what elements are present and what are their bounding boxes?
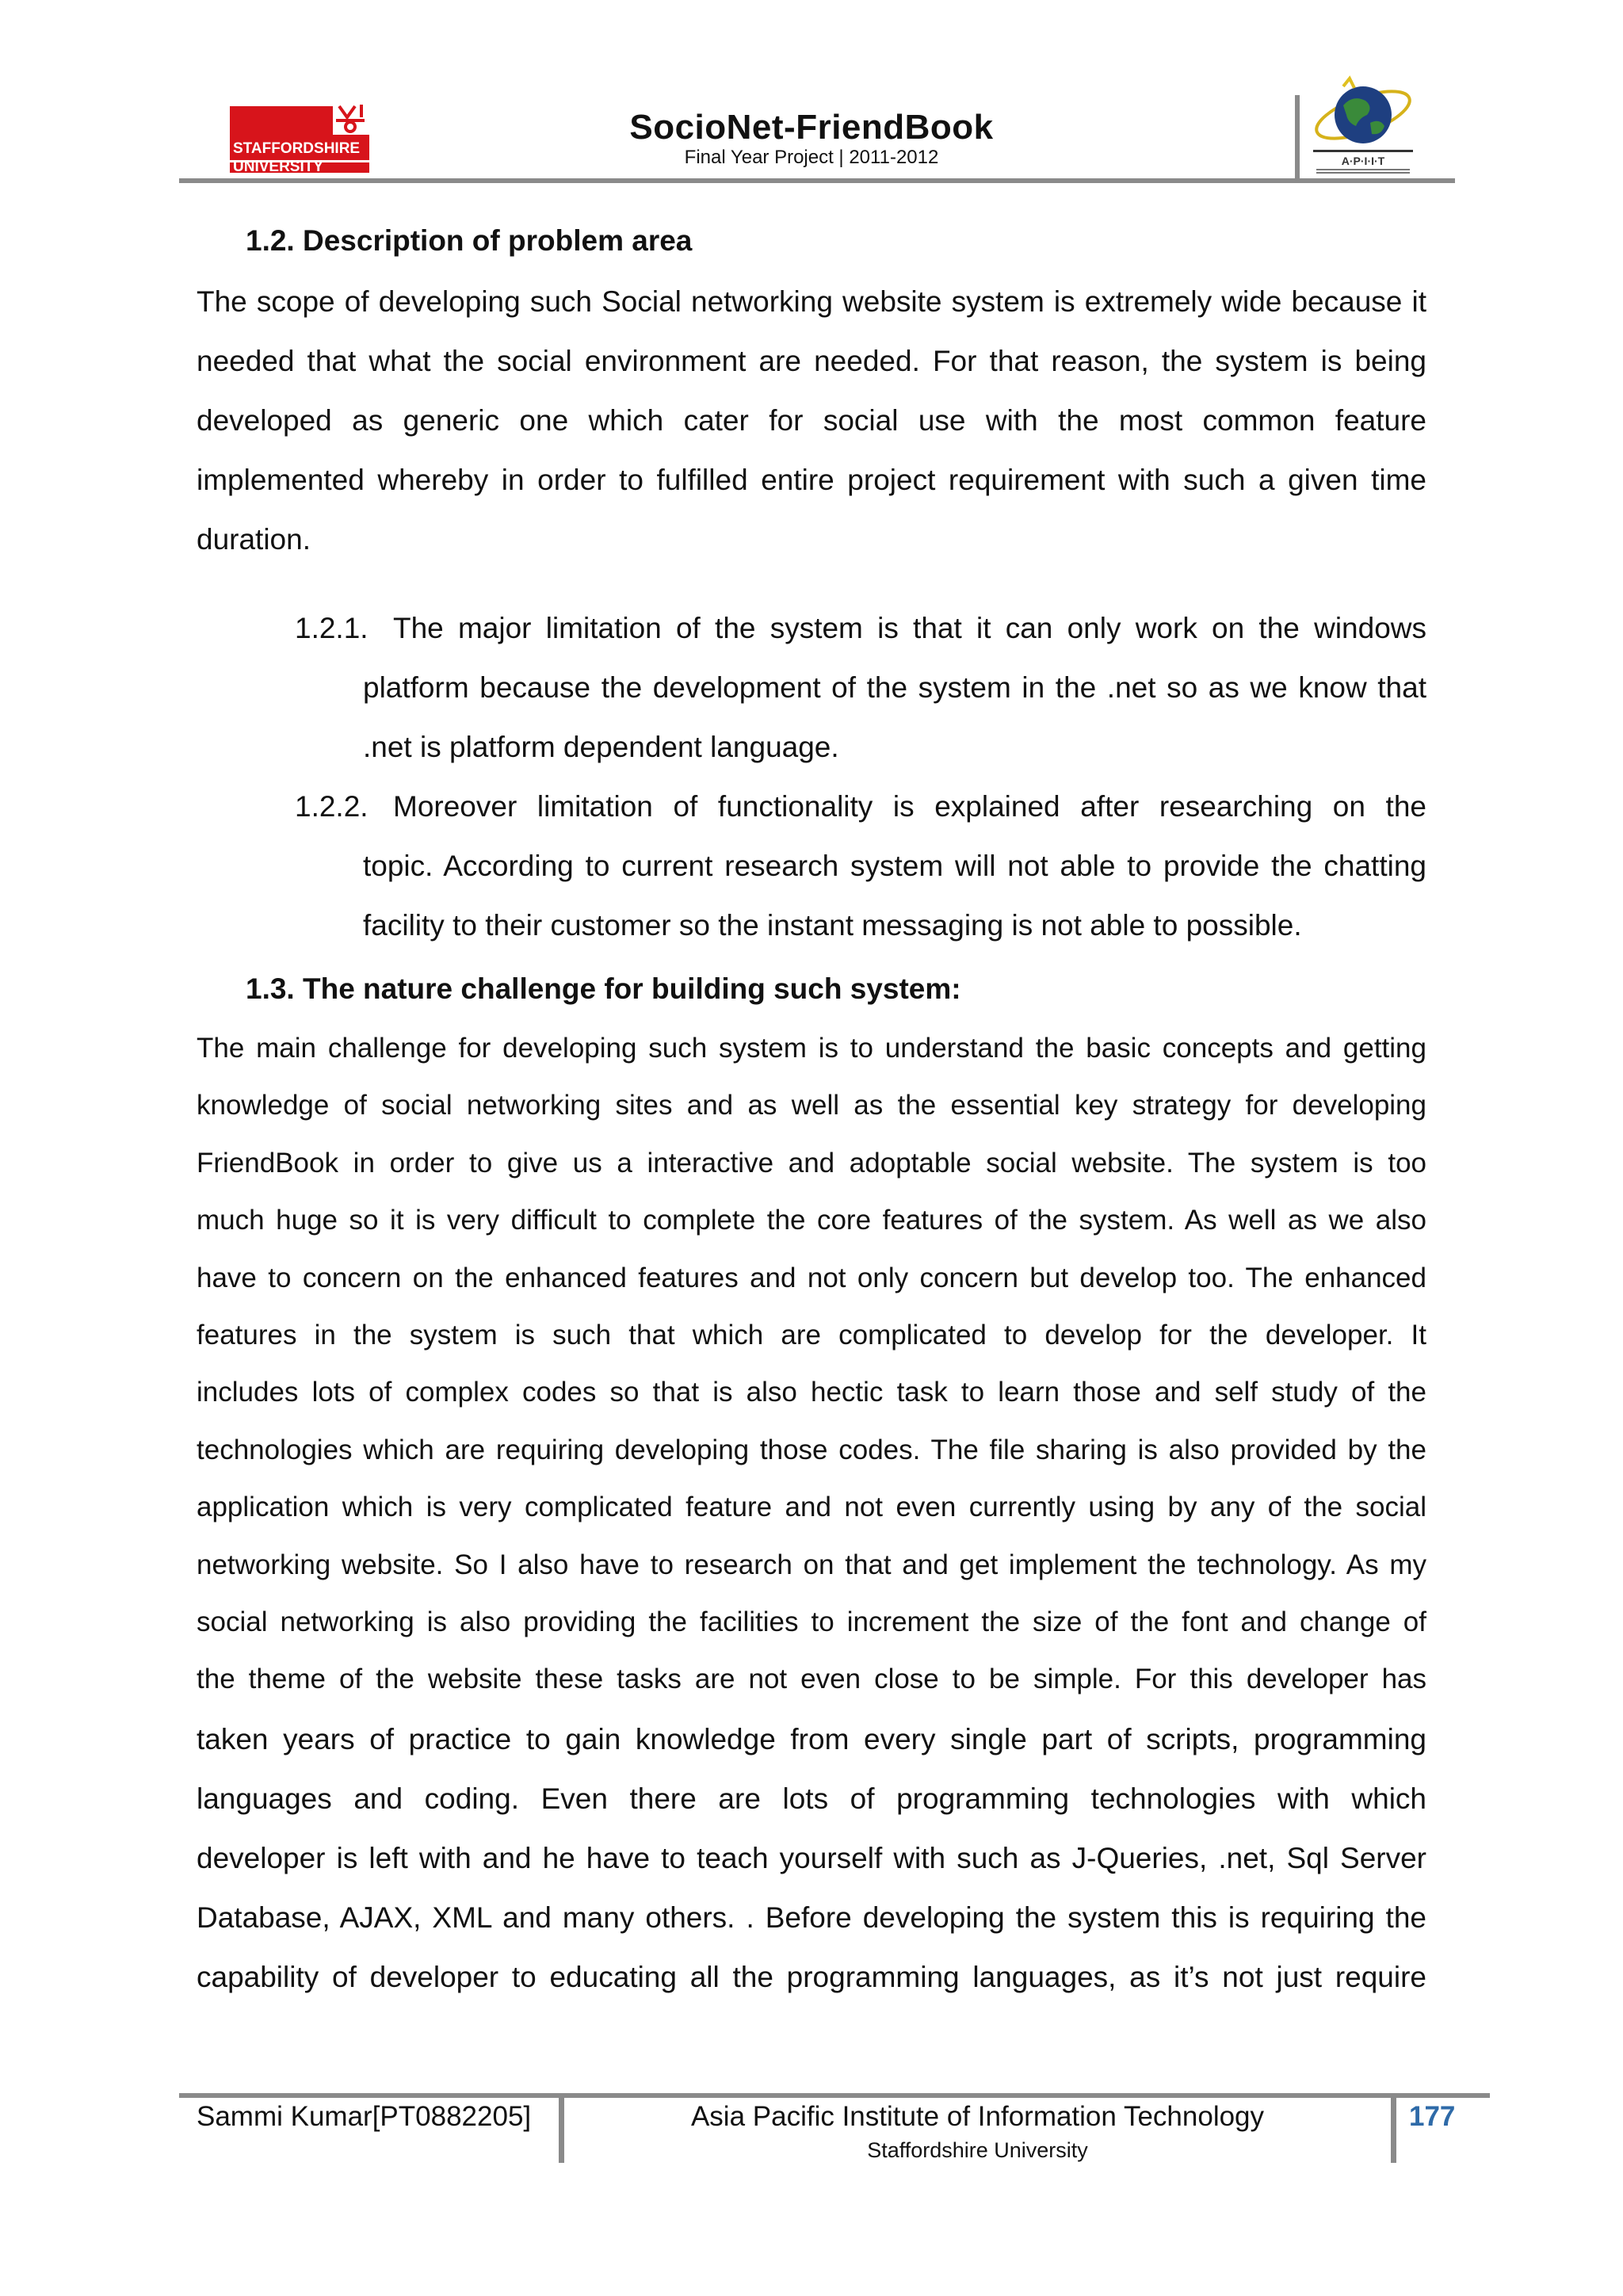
paragraph-line: knowledge of social networking sites and as well as the essential key strategy for developing bbox=[197, 1090, 1426, 1121]
paragraph-line: The main challenge for developing such system is to understand the basic concepts and getting bbox=[197, 1033, 1426, 1064]
svg-text:UNIVERSITY: UNIVERSITY bbox=[233, 159, 324, 173]
footer-institute: Asia Pacific Institute of Information Technology bbox=[690, 2101, 1265, 2132]
list-item-line: Moreover limitation of functionality is explained after researching on the bbox=[393, 790, 1426, 823]
paragraph-line: developed as generic one which cater for social use with the most common feature bbox=[197, 404, 1426, 437]
footer-author: Sammi Kumar[PT0882205] bbox=[197, 2101, 532, 2132]
paragraph-line: includes lots of complex codes so that is also hectic task to learn those and self study of the bbox=[197, 1377, 1426, 1408]
list-item-line: facility to their customer so the instant messaging is not able to possible. bbox=[363, 909, 1302, 942]
list-item-line: topic. According to current research system will not able to provide the chatting bbox=[363, 850, 1426, 882]
paragraph-line: technologies which are requiring developing those codes. The file sharing is also provided by the bbox=[197, 1435, 1426, 1465]
paragraph-line: developer is left with and he have to teach yourself with such as J-Queries, .net, Sql Server bbox=[197, 1842, 1426, 1874]
paragraph-line: features in the system is such that which are complicated to develop for the developer. It bbox=[197, 1320, 1426, 1350]
paragraph-line: have to concern on the enhanced features and not only concern but develop too. The enhanced bbox=[197, 1263, 1426, 1293]
paragraph-line: duration. bbox=[197, 523, 311, 556]
footer-divider bbox=[1391, 2095, 1396, 2163]
paragraph-line: networking website. So I also have to research on that and get implement the technology. As my bbox=[197, 1549, 1426, 1580]
list-item-1-2-2 bbox=[295, 777, 1426, 955]
list-item-number: 1.2.2. bbox=[295, 790, 369, 823]
paragraph-line: the theme of the website these tasks are not even close to be simple. For this developer has bbox=[197, 1664, 1426, 1694]
paragraph-line: much huge so it is very difficult to complete the core features of the system. As well as we also bbox=[197, 1205, 1426, 1236]
list-item-1-2-1 bbox=[295, 598, 1426, 777]
footer-divider bbox=[559, 2095, 564, 2163]
paragraph-line: Database, AJAX, XML and many others. . Before developing the system this is requiring the bbox=[197, 1901, 1426, 1934]
svg-text:A·P·I·I·T: A·P·I·I·T bbox=[1341, 155, 1385, 167]
paragraph-line: taken years of practice to gain knowledge from every single part of scripts, programming bbox=[197, 1723, 1426, 1755]
header-divider bbox=[1295, 95, 1300, 181]
paragraph-line: capability of developer to educating all the programming languages, as it’s not just require bbox=[197, 1961, 1426, 1993]
header-rule bbox=[179, 178, 1455, 183]
footer-rule bbox=[179, 2093, 1490, 2098]
page-number: 177 bbox=[1409, 2101, 1456, 2132]
paragraph-line: social networking is also providing the facilities to increment the size of the font and change of bbox=[197, 1606, 1426, 1637]
document-title: SocioNet-FriendBook bbox=[629, 108, 994, 147]
apiit-globe-logo bbox=[1312, 74, 1415, 177]
svg-text:STAFFORDSHIRE: STAFFORDSHIRE bbox=[233, 140, 361, 157]
paragraph-line: languages and coding. Even there are lots of programming technologies with which bbox=[197, 1782, 1426, 1815]
footer-university: Staffordshire University bbox=[867, 2138, 1088, 2162]
paragraph-line: implemented whereby in order to fulfilled entire project requirement with such a given time bbox=[197, 464, 1426, 496]
section-heading-1-2: 1.2. Description of problem area bbox=[246, 224, 693, 257]
list-item-number: 1.2.1. bbox=[295, 612, 369, 644]
paragraph-line: application which is very complicated feature and not even currently using by any of the social bbox=[197, 1492, 1426, 1522]
section-heading-1-3: 1.3. The nature challenge for building such system: bbox=[246, 972, 961, 1005]
list-item-line: The major limitation of the system is that it can only work on the windows bbox=[393, 612, 1426, 644]
paragraph-line: needed that what the social environment are needed. For that reason, the system is being bbox=[197, 345, 1426, 377]
paragraph-line: FriendBook in order to give us a interactive and adoptable social website. The system is too bbox=[197, 1148, 1426, 1179]
list-item-line: .net is platform dependent language. bbox=[363, 731, 839, 763]
paragraph-line: The scope of developing such Social networking website system is extremely wide because it bbox=[197, 285, 1426, 318]
document-subtitle: Final Year Project | 2011-2012 bbox=[684, 147, 939, 168]
list-item-line: platform because the development of the system in the .net so as we know that bbox=[363, 671, 1426, 704]
